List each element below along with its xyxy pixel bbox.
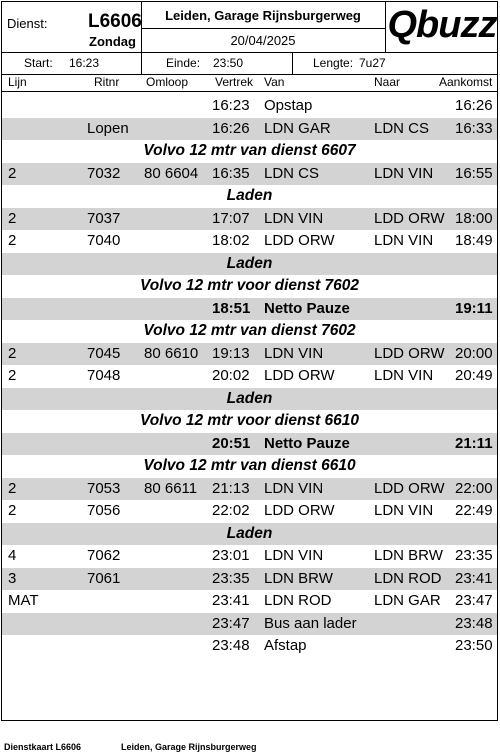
cell-aankomst: 22:49 xyxy=(455,502,493,519)
cell-ritnr: Lopen xyxy=(87,119,129,137)
pause-start: 20:51 xyxy=(212,434,251,452)
duty-rows xyxy=(2,95,497,658)
trip-row xyxy=(2,365,497,388)
day-label: Zondag xyxy=(89,34,136,49)
trip-row xyxy=(2,230,497,253)
cell-lijn: 2 xyxy=(8,232,17,249)
section-title: Volvo 12 mtr voor dienst 7602 xyxy=(139,277,360,294)
cell-aankomst: 20:49 xyxy=(455,367,493,384)
cell-ritnr: 7045 xyxy=(87,344,121,362)
col-omloop: Omloop xyxy=(146,75,189,89)
cell-van: LDN CS xyxy=(264,164,320,182)
cell-naar: LDN VIN xyxy=(374,164,434,182)
lengte-value: 7u27 xyxy=(359,56,386,70)
trip-row xyxy=(2,500,497,523)
cell-ritnr: 7032 xyxy=(87,164,121,182)
section-row xyxy=(2,185,497,208)
cell-vertrek: 16:35 xyxy=(212,164,250,182)
footer-location: Leiden, Garage Rijnsburgerweg xyxy=(121,742,257,752)
column-headers xyxy=(2,74,497,92)
cell-ritnr: 7037 xyxy=(87,209,121,227)
cell-naar: LDN VIN xyxy=(374,367,434,384)
cell-van: LDN VIN xyxy=(264,209,324,227)
trip-row xyxy=(2,118,497,141)
cell-van: LDN BRW xyxy=(264,569,333,587)
footer-card-id: Dienstkaart L6606 xyxy=(4,742,82,752)
cell-lijn: MAT xyxy=(8,592,39,609)
cell-naar: LDN VIN xyxy=(374,232,434,249)
dienst-label: Dienst: xyxy=(7,16,48,31)
pause-label: Netto Pauze xyxy=(264,434,350,452)
cell-naar: LDD ORW xyxy=(374,344,445,362)
section-title: Volvo 12 mtr van dienst 6607 xyxy=(143,142,356,159)
section-row xyxy=(2,410,497,433)
section-title: Volvo 12 mtr van dienst 6610 xyxy=(143,457,356,474)
date-label: 20/04/2025 xyxy=(230,33,296,48)
section-title: Laden xyxy=(226,524,273,542)
duty-card xyxy=(1,1,498,721)
col-aankomst: Aankomst xyxy=(439,75,493,89)
trip-row xyxy=(2,590,497,613)
cell-aankomst: 20:00 xyxy=(455,344,493,362)
cell-vertrek: 21:13 xyxy=(212,479,250,497)
section-row xyxy=(2,523,497,546)
einde-value: 23:50 xyxy=(213,56,244,70)
cell-vertrek: 16:23 xyxy=(212,97,250,114)
pause-end: 19:11 xyxy=(455,299,493,317)
cell-naar: LDD ORW xyxy=(374,479,445,497)
dienst-code: L6606 xyxy=(88,11,142,32)
cell-naar: LDN VIN xyxy=(374,502,434,519)
cell-vertrek: 23:35 xyxy=(212,569,250,587)
cell-van: LDN VIN xyxy=(264,547,324,564)
cell-naar: LDN ROD xyxy=(374,569,442,587)
qbuzz-logo: Qbuzz xyxy=(387,4,497,46)
col-vertrek: Vertrek xyxy=(215,75,254,89)
section-title: Volvo 12 mtr voor dienst 6610 xyxy=(139,412,360,429)
section-row xyxy=(2,388,497,411)
cell-lijn: 4 xyxy=(8,547,17,564)
pause-label: Netto Pauze xyxy=(264,299,350,317)
cell-ritnr: 7040 xyxy=(87,232,121,249)
cell-lijn: 2 xyxy=(8,367,17,384)
cell-lijn: 2 xyxy=(8,344,17,362)
cell-vertrek: 18:02 xyxy=(212,232,250,249)
pause-row xyxy=(2,298,497,321)
cell-vertrek: 23:01 xyxy=(212,547,250,564)
cell-van: LDN GAR xyxy=(264,119,331,137)
cell-lijn: 2 xyxy=(8,479,17,497)
cell-vertrek: 17:07 xyxy=(212,209,250,227)
cell-vertrek: 20:02 xyxy=(212,367,250,384)
cell-vertrek: 22:02 xyxy=(212,502,250,519)
cell-ritnr: 7061 xyxy=(87,569,121,587)
cell-van: Afstap xyxy=(264,637,307,654)
cell-ritnr: 7062 xyxy=(87,547,121,564)
cell-vertrek: 23:48 xyxy=(212,637,250,654)
cell-van: Opstap xyxy=(264,97,313,114)
trip-row xyxy=(2,95,497,118)
location-title: Leiden, Garage Rijnsburgerweg xyxy=(165,8,361,23)
pause-row xyxy=(2,433,497,456)
cell-van: LDN VIN xyxy=(264,344,324,362)
cell-aankomst: 16:33 xyxy=(455,119,493,137)
cell-omloop: 80 6611 xyxy=(144,479,198,497)
col-van: Van xyxy=(264,75,285,89)
trip-row xyxy=(2,545,497,568)
cell-van: LDN ROD xyxy=(264,592,332,609)
section-row xyxy=(2,253,497,276)
cell-vertrek: 19:13 xyxy=(212,344,250,362)
cell-ritnr: 7056 xyxy=(87,502,121,519)
trip-row xyxy=(2,343,497,366)
section-row xyxy=(2,140,497,163)
cell-vertrek: 23:47 xyxy=(212,614,250,632)
einde-label: Einde: xyxy=(166,56,201,70)
cell-aankomst: 23:35 xyxy=(455,547,493,564)
section-title: Laden xyxy=(226,389,273,407)
card-header xyxy=(2,2,497,53)
section-title: Volvo 12 mtr van dienst 7602 xyxy=(143,322,356,339)
trip-row xyxy=(2,613,497,636)
cell-aankomst: 22:00 xyxy=(455,479,493,497)
cell-lijn: 2 xyxy=(8,164,17,182)
trip-row xyxy=(2,635,497,658)
cell-aankomst: 23:48 xyxy=(455,614,493,632)
cell-van: LDD ORW xyxy=(264,502,335,519)
times-bar xyxy=(2,52,497,75)
cell-aankomst: 18:00 xyxy=(455,209,493,227)
cell-naar: LDN BRW xyxy=(374,547,443,564)
section-row xyxy=(2,275,497,298)
cell-vertrek: 16:26 xyxy=(212,119,250,137)
col-lijn: Lijn xyxy=(8,75,27,89)
cell-aankomst: 23:50 xyxy=(455,637,493,654)
cell-omloop: 80 6604 xyxy=(144,164,199,182)
cell-van: Bus aan lader xyxy=(264,614,357,632)
cell-van: LDD ORW xyxy=(264,232,335,249)
start-value: 16:23 xyxy=(69,56,100,70)
trip-row xyxy=(2,568,497,591)
cell-naar: LDN GAR xyxy=(374,592,441,609)
cell-vertrek: 23:41 xyxy=(212,592,250,609)
cell-ritnr: 7048 xyxy=(87,367,121,384)
cell-naar: LDD ORW xyxy=(374,209,445,227)
trip-row xyxy=(2,163,497,186)
cell-lijn: 3 xyxy=(8,569,17,587)
trip-row xyxy=(2,478,497,501)
section-title: Laden xyxy=(226,187,273,204)
pause-end: 21:11 xyxy=(455,434,493,452)
cell-aankomst: 16:26 xyxy=(455,97,493,114)
section-title: Laden xyxy=(226,254,273,272)
cell-lijn: 2 xyxy=(8,502,17,519)
cell-van: LDD ORW xyxy=(264,367,335,384)
lengte-label: Lengte: xyxy=(313,56,354,70)
cell-aankomst: 18:49 xyxy=(455,232,493,249)
section-row xyxy=(2,455,497,478)
section-row xyxy=(2,320,497,343)
cell-ritnr: 7053 xyxy=(87,479,121,497)
col-naar: Naar xyxy=(374,75,401,89)
cell-aankomst: 16:55 xyxy=(455,164,493,182)
trip-row xyxy=(2,208,497,231)
col-ritnr: Ritnr xyxy=(94,75,120,89)
cell-aankomst: 23:47 xyxy=(455,592,493,609)
cell-aankomst: 23:41 xyxy=(455,569,493,587)
pause-start: 18:51 xyxy=(212,299,251,317)
cell-omloop: 80 6610 xyxy=(144,344,199,362)
start-label: Start: xyxy=(24,56,53,70)
cell-van: LDN VIN xyxy=(264,479,324,497)
cell-naar: LDN CS xyxy=(374,119,430,137)
cell-lijn: 2 xyxy=(8,209,17,227)
